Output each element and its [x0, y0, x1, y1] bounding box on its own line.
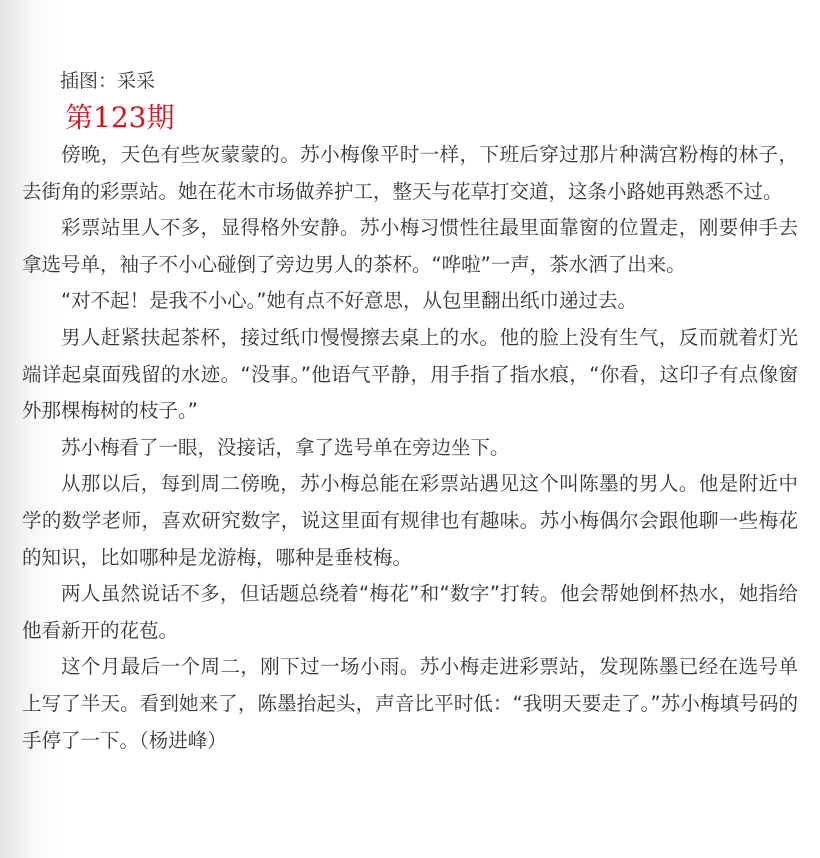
- paragraph: 苏小梅看了一眼，没接话，拿了选号单在旁边坐下。: [61, 435, 510, 459]
- paragraph: 两人虽然说话不多，但话题总绕着“梅花”和“数字”打转。他会帮她倒杯热水，她指给他看新开的花苞。: [22, 582, 798, 642]
- paragraph: “对不起！是我不小心。”她有点不好意思，从包里翻出纸巾递过去。: [61, 289, 637, 313]
- paragraph: 傍晚，天色有些灰蒙蒙的。苏小梅像平时一样，下班后穿过那片种满宫粉梅的林子，去街角的彩票站。她在花木市场做养护工，整天与花草打交道，这条小路她再熟悉不过。: [22, 143, 798, 203]
- article-body: [22, 137, 798, 759]
- illustration-credit: 插图：采采: [60, 70, 156, 92]
- paragraph: 男人赶紧扶起茶杯，接过纸巾慢慢擦去桌上的水。他的脸上没有生气，反而就着灯光端详起桌面残留的水迹。“没事。”他语气平静，用手指了指水痕，“你看，这印子有点像窗外那棵梅树的枝子。”: [22, 325, 798, 423]
- paragraph: 这个月最后一个周二，刚下过一场小雨。苏小梅走进彩票站，发现陈墨已经在选号单上写了半天。看到她来了，陈墨抬起头，声音比平时低：“我明天要走了。”苏小梅填号码的手停了一下。（杨进峰）: [22, 655, 798, 752]
- paragraph: 彩票站里人不多，显得格外安静。苏小梅习惯性往最里面靠窗的位置走，刚要伸手去拿选号单，袖子不小心碰倒了旁边男人的茶杯。“哗啦”一声，茶水洒了出来。: [22, 216, 798, 276]
- issue-title: 第123期: [65, 101, 175, 134]
- paragraph: 从那以后，每到周二傍晚，苏小梅总能在彩票站遇见这个叫陈墨的男人。他是附近中学的数学老师，喜欢研究数字，说这里面有规律也有趣味。苏小梅偶尔会跟他聊一些梅花的知识，比如哪种是龙游梅，哪种是垂枝梅。: [22, 472, 798, 569]
